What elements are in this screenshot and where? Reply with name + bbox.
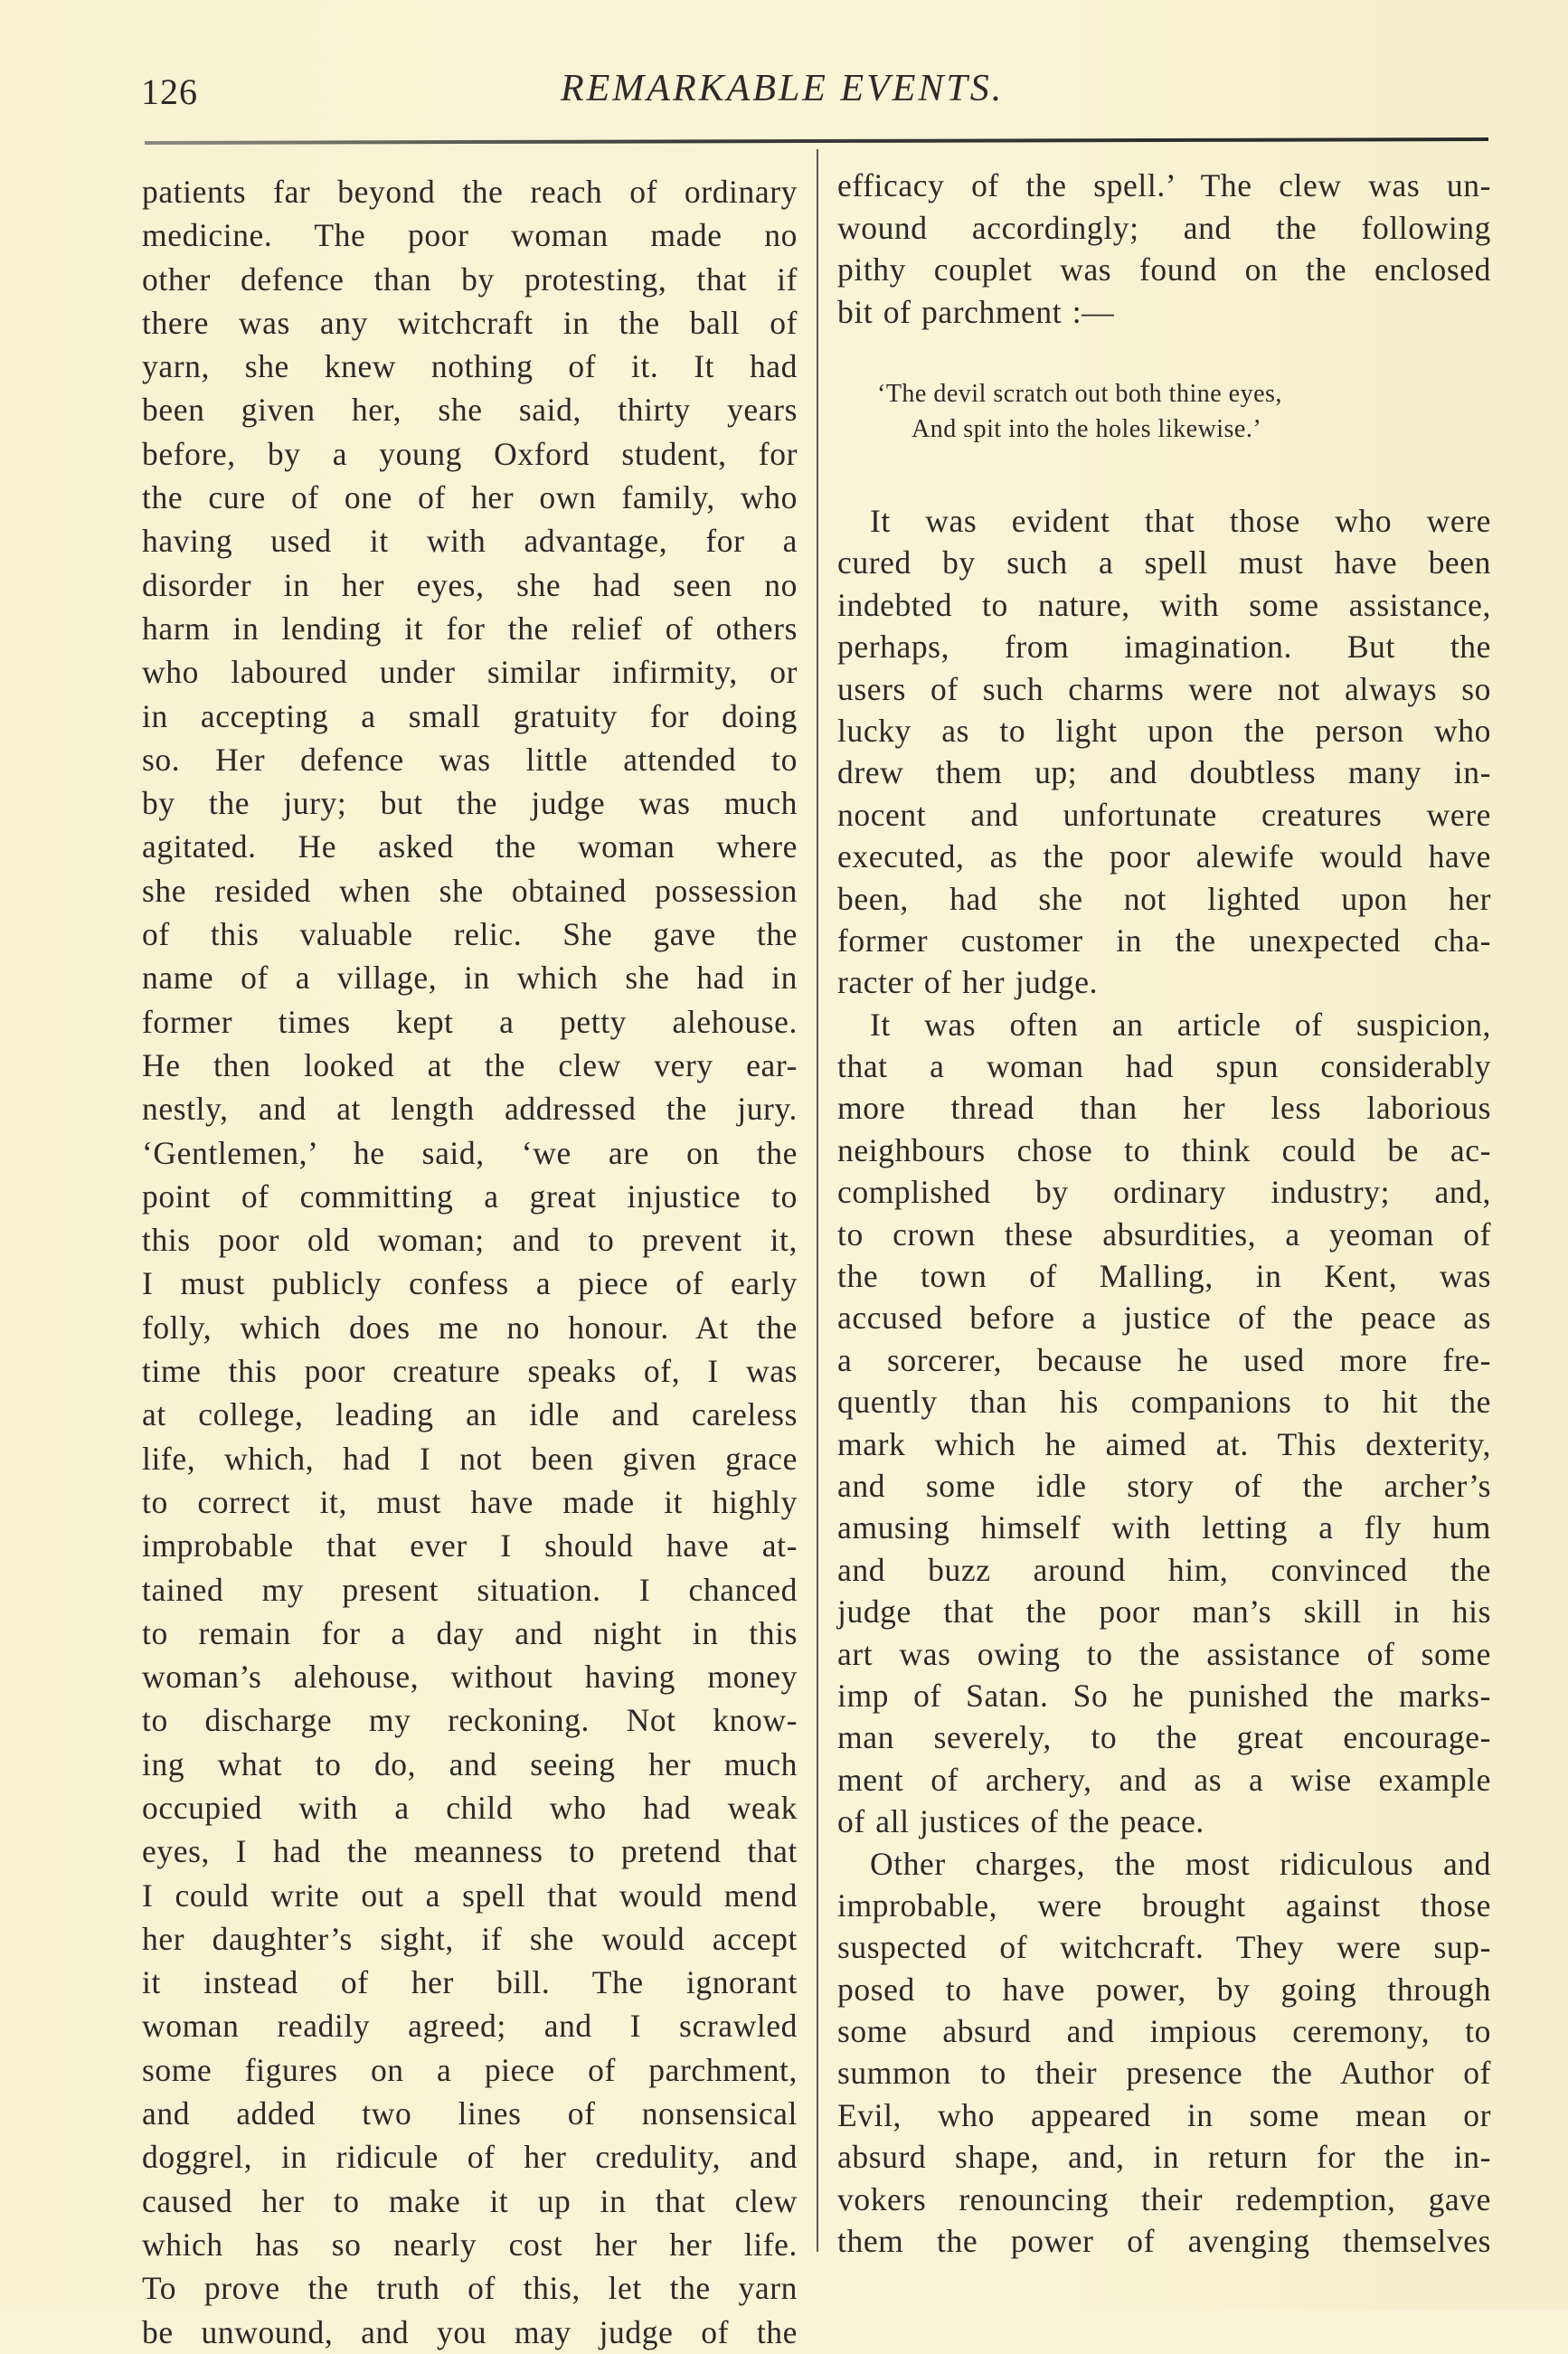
- text-line: caused her to make it up in that clew: [142, 2182, 798, 2219]
- text-line: that a woman had spun considerably: [837, 1048, 1491, 1085]
- text-line: Evil, who appeared in some mean or: [837, 2096, 1491, 2133]
- text-line: more thread than her less laborious: [837, 1090, 1491, 1127]
- running-title: REMARKABLE EVENTS.: [561, 68, 1005, 109]
- text-line: at college, leading an idle and careless: [142, 1396, 798, 1433]
- text-line: suspected of witchcraft. They were sup-: [837, 1929, 1491, 1966]
- text-line: before, by a young Oxford student, for: [142, 435, 798, 472]
- text-line: drew them up; and doubtless many in-: [837, 754, 1491, 791]
- text-line: It was evident that those who were: [870, 503, 1491, 539]
- text-line: efficacy of the spell.’ The clew was un-: [837, 167, 1491, 203]
- verse-quote: [877, 376, 1282, 447]
- text-line: cured by such a spell must have been: [837, 544, 1491, 581]
- text-line: her daughter’s sight, if she would accept: [142, 1920, 798, 1957]
- text-line: nocent and unfortunate creatures were: [837, 796, 1491, 833]
- text-line: it instead of her bill. The ignorant: [142, 1964, 798, 2001]
- text-line: former customer in the unexpected cha-: [837, 922, 1491, 959]
- text-line: been, had she not lighted upon her: [837, 880, 1491, 917]
- text-line: and some idle story of the archer’s: [837, 1467, 1491, 1504]
- text-line: to remain for a day and night in this: [142, 1614, 798, 1651]
- text-line: some absurd and impious ceremony, to: [837, 2013, 1491, 2050]
- text-line: improbable that ever I should have at-: [142, 1527, 798, 1565]
- text-line: executed, as the poor alewife would have: [837, 838, 1491, 875]
- text-line: woman readily agreed; and I scrawled: [142, 2008, 798, 2045]
- text-line: point of committing a great injustice to: [142, 1177, 798, 1215]
- text-line: indebted to nature, with some assistance,: [837, 586, 1491, 623]
- verse-line: And spit into the holes likewise.’: [912, 415, 1262, 443]
- text-line: judge that the poor man’s skill in his: [837, 1593, 1491, 1631]
- text-line: man severely, to the great encourage-: [837, 1719, 1491, 1756]
- text-line: agitated. He asked the woman where: [142, 828, 798, 865]
- text-line: quently than his companions to hit the: [837, 1384, 1491, 1421]
- text-line: doggrel, in ridicule of her credulity, and: [142, 2139, 798, 2176]
- text-line: to crown these absurdities, a yeoman of: [837, 1215, 1491, 1253]
- text-line: neighbours chose to think could be ac-: [837, 1131, 1491, 1168]
- text-line: nestly, and at length addressed the jury.: [142, 1091, 798, 1128]
- text-line: occupied with a child who had weak: [142, 1789, 798, 1826]
- text-line: perhaps, from imagination. But the: [837, 629, 1491, 666]
- text-line: by the jury; but the judge was much: [142, 785, 798, 822]
- text-line: a sorcerer, because he used more fre-: [837, 1341, 1491, 1378]
- text-line: in accepting a small gratuity for doing: [142, 697, 798, 734]
- text-line: He then looked at the clew very ear-: [142, 1046, 798, 1083]
- text-line: disorder in her eyes, she had seen no: [142, 566, 798, 603]
- right-column-main: [837, 500, 1491, 2262]
- text-line: the cure of one of her own family, who: [142, 479, 798, 516]
- text-line: absurd shape, and, in return for the in-: [837, 2139, 1491, 2176]
- text-line: amusing himself with letting a fly hum: [837, 1509, 1491, 1546]
- text-line: life, which, had I not been given grace: [142, 1440, 798, 1477]
- column-divider: [817, 149, 818, 2252]
- text-line: lucky as to light upon the person who: [837, 712, 1491, 749]
- text-line: complished by ordinary industry; and,: [837, 1174, 1491, 1211]
- text-line: which has so nearly cost her her life.: [142, 2226, 798, 2263]
- text-line: vokers renouncing their redemption, gave: [837, 2180, 1491, 2217]
- text-line: this poor old woman; and to prevent it,: [142, 1222, 798, 1259]
- text-line: and added two lines of nonsensical: [142, 2095, 798, 2132]
- text-line: time this poor creature speaks of, I was: [142, 1353, 798, 1390]
- text-line: I must publicly confess a piece of early: [142, 1265, 798, 1302]
- text-line: racter of her judge.: [837, 964, 1099, 1001]
- text-line: To prove the truth of this, let the yarn: [142, 2270, 798, 2307]
- text-line: bit of parchment :—: [837, 294, 1115, 331]
- text-line: imp of Satan. So he punished the marks-: [837, 1677, 1491, 1714]
- text-line: former times kept a petty alehouse.: [142, 1003, 798, 1040]
- text-line: users of such charms were not always so: [837, 670, 1491, 707]
- text-line: pithy couplet was found on the enclosed: [837, 251, 1491, 288]
- page-number: 126: [141, 71, 198, 112]
- text-line: to discharge my reckoning. Not know-: [142, 1702, 798, 1739]
- text-line: some figures on a piece of parchment,: [142, 2051, 798, 2088]
- text-line: medicine. The poor woman made no: [142, 217, 798, 254]
- verse-line: ‘The devil scratch out both thine eyes,: [877, 380, 1282, 408]
- text-line: to correct it, must have made it highly: [142, 1483, 798, 1520]
- left-column: [142, 170, 798, 2354]
- text-line: posed to have power, by going through: [837, 1971, 1491, 2008]
- text-line: other defence than by protesting, that if: [142, 260, 798, 298]
- text-line: so. Her defence was little attended to: [142, 741, 798, 778]
- text-line: wound accordingly; and the following: [837, 209, 1491, 246]
- text-line: be unwound, and you may judge of the: [142, 2313, 798, 2350]
- text-line: improbable, were brought against those: [837, 1886, 1491, 1924]
- text-line: ment of archery, and as a wise example: [837, 1761, 1491, 1798]
- text-line: and buzz around him, convinced the: [837, 1551, 1491, 1588]
- text-line: been given her, she said, thirty years: [142, 392, 798, 429]
- text-line: ‘Gentlemen,’ he said, ‘we are on the: [142, 1134, 798, 1171]
- text-line: she resided when she obtained possession: [142, 872, 798, 909]
- text-line: harm in lending it for the relief of others: [142, 610, 798, 647]
- text-line: them the power of avenging themselves: [837, 2223, 1491, 2260]
- text-line: woman’s alehouse, without having money: [142, 1659, 798, 1696]
- right-column-top: [837, 165, 1491, 334]
- text-line: accused before a justice of the peace as: [837, 1300, 1491, 1337]
- text-line: of all justices of the peace.: [837, 1803, 1204, 1840]
- text-line: Other charges, the most ridiculous and: [870, 1845, 1491, 1882]
- text-line: yarn, she knew nothing of it. It had: [142, 348, 798, 385]
- text-line: mark which he aimed at. This dexterity,: [837, 1425, 1491, 1462]
- text-line: summon to their presence the Author of: [837, 2055, 1491, 2092]
- text-line: art was owing to the assistance of some: [837, 1635, 1491, 1672]
- text-line: of this valuable relic. She gave the: [142, 916, 798, 953]
- text-line: folly, which does me no honour. At the: [142, 1309, 798, 1346]
- text-line: patients far beyond the reach of ordinary: [142, 174, 798, 210]
- text-line: name of a village, in which she had in: [142, 960, 798, 997]
- text-line: the town of Malling, in Kent, was: [837, 1258, 1491, 1295]
- text-line: ing what to do, and seeing her much: [142, 1745, 798, 1782]
- text-line: I could write out a spell that would mend: [142, 1877, 798, 1914]
- text-line: It was often an article of suspicion,: [870, 1006, 1491, 1043]
- text-line: eyes, I had the meanness to pretend that: [142, 1833, 798, 1870]
- text-line: there was any witchcraft in the ball of: [142, 304, 798, 341]
- text-line: having used it with advantage, for a: [142, 523, 798, 560]
- text-line: who laboured under similar infirmity, or: [142, 654, 798, 691]
- text-line: tained my present situation. I chanced: [142, 1571, 798, 1608]
